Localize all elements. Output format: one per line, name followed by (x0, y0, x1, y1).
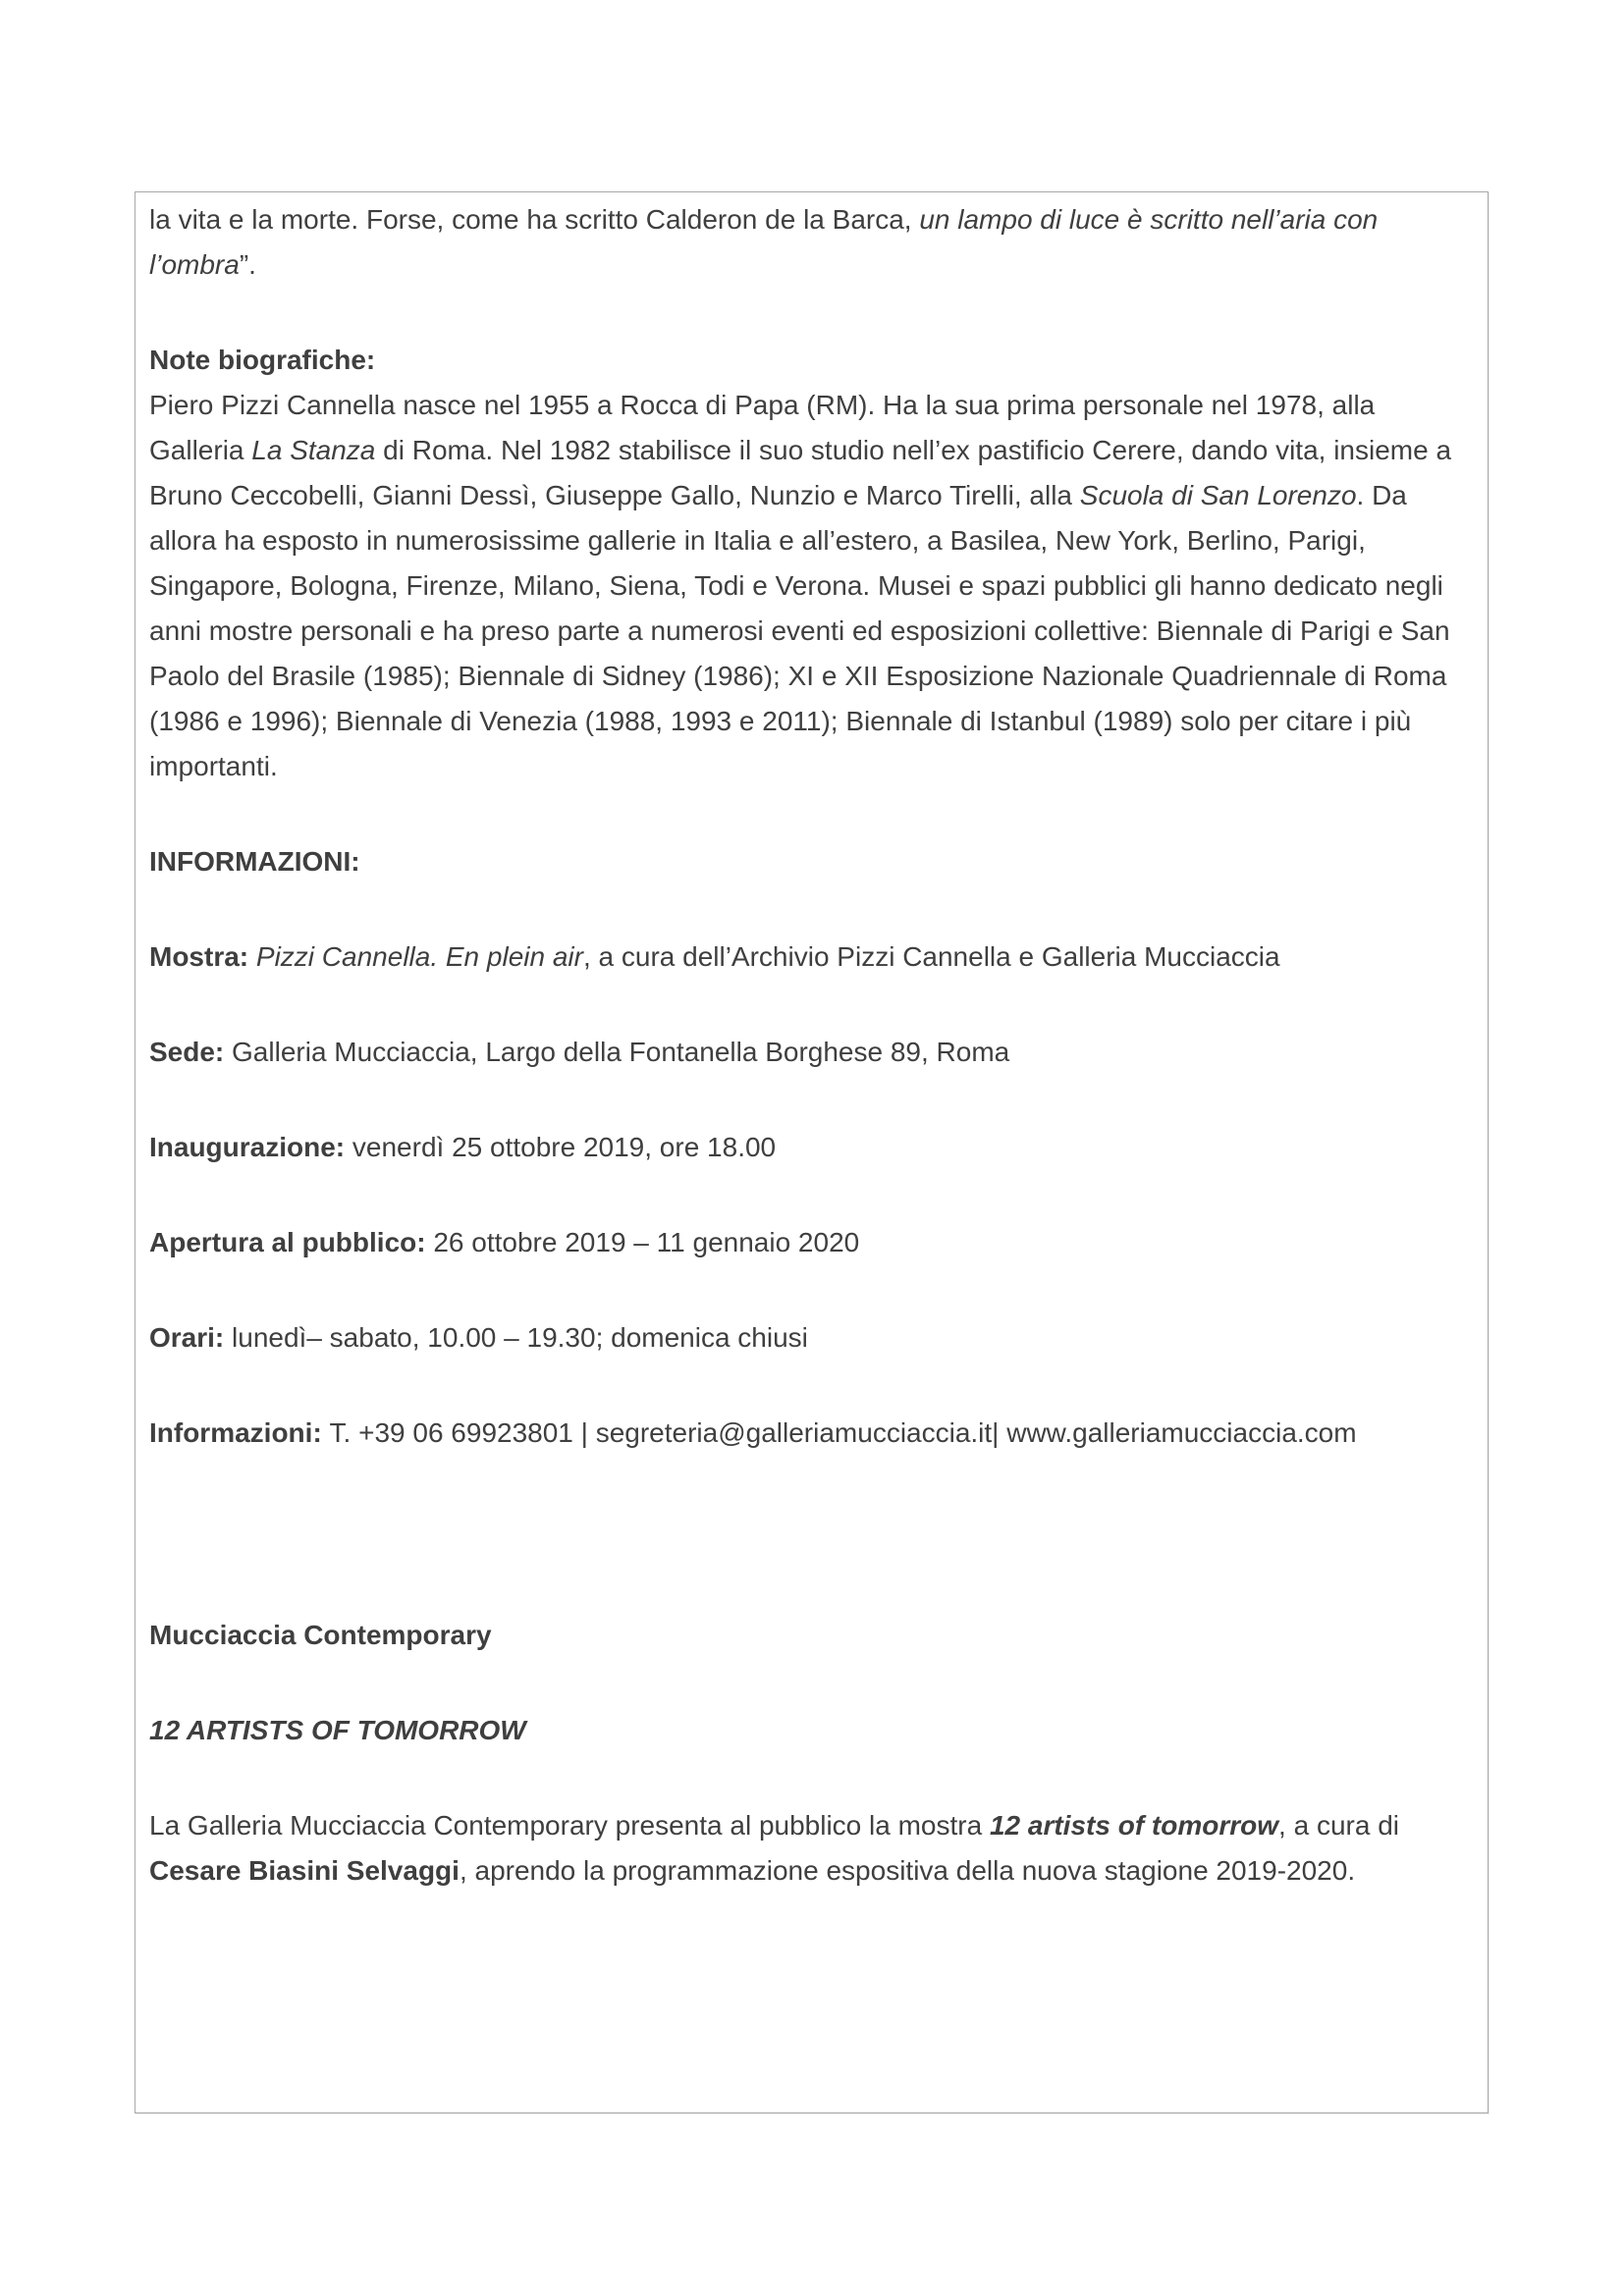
field-label: Informazioni: (149, 1417, 330, 1448)
bio-paragraph (149, 383, 1474, 789)
text-run: ”. (239, 249, 256, 280)
field-label: Mostra: (149, 941, 256, 972)
text-run: Scuola di San Lorenzo (1079, 480, 1357, 510)
text-run: , a cura dell’Archivio Pizzi Cannella e Galleria Mucciaccia (582, 941, 1280, 972)
text-run: , aprendo la programmazione espositiva della nuova stagione 2019-2020. (459, 1855, 1356, 1886)
contemporary-paragraph (149, 1803, 1474, 1894)
text-run: La Stanza (251, 435, 376, 465)
text-run: di Roma. Nel 1982 stabilisce il suo studio nell’ex pastificio Cerere, dando vita, insieme a Bruno Ceccobelli, Gianni Dessì, Giuseppe Gallo, Nunzio e Marco Tirelli, alla (149, 435, 1459, 510)
informazioni-heading (149, 839, 1474, 884)
field-label: Sede: (149, 1037, 233, 1067)
text-run: un lampo di luce è scritto nell’aria con l’ombra (149, 204, 1386, 280)
text-run: 12 artists of tomorrow (989, 1810, 1279, 1841)
inaugurazione-line (149, 1125, 1474, 1170)
bio-heading (149, 338, 1474, 383)
field-label: Apertura al pubblico: (149, 1227, 434, 1257)
text-run: INFORMAZIONI: (149, 846, 360, 877)
text-run: lunedì– sabato, 10.00 – 19.30; domenica chiusi (232, 1322, 808, 1353)
text-run: , a cura di (1278, 1810, 1407, 1841)
orari-line (149, 1315, 1474, 1361)
content-box (135, 191, 1489, 2113)
text-run: Pizzi Cannella. En plein air (255, 941, 583, 972)
text-run: 12 ARTISTS OF TOMORROW (149, 1715, 526, 1745)
text-run: 26 ottobre 2019 – 11 gennaio 2020 (433, 1227, 860, 1257)
contemporary-title (149, 1708, 1474, 1753)
text-run: T. +39 06 69923801 | segreteria@galleriamucciaccia.it| www.galleriamucciaccia.com (329, 1417, 1357, 1448)
text-run: Note biografiche: (149, 345, 376, 375)
apertura-line (149, 1220, 1474, 1265)
text-run: venerdì 25 ottobre 2019, ore 18.00 (352, 1132, 777, 1162)
mostra-line (149, 934, 1474, 980)
field-label: Orari: (149, 1322, 233, 1353)
text-run: . Da allora ha esposto in numerosissime gallerie in Italia e all’estero, a Basilea, New York, Berlino, Parigi, Singapore, Bologna, Firenze, Milano, Siena, Todi e Verona. Musei e spazi pubblici gli hanno dedicato negli anni mostre personali e ha preso parte a numerosi eventi ed esposizioni collettive: Biennale di Parigi e San Paolo del Brasile (1985); Biennale di Sidney (1986); XI e XII Esposizione Nazionale Quadriennale di Roma (1986 e 1996); Biennale di Venezia (1988, 1993 e 2011); Biennale di Istanbul (1989) solo per citare i più importanti. (149, 480, 1458, 781)
contemporary-heading (149, 1613, 1474, 1658)
text-run: Cesare Biasini Selvaggi (149, 1855, 460, 1886)
text-run: la vita e la morte. Forse, come ha scritto Calderon de la Barca, (149, 204, 920, 235)
text-run: Piero Pizzi Cannella nasce nel 1955 a Rocca di Papa (RM). Ha la sua prima personale nel 1978, alla Galleria (149, 390, 1383, 465)
field-label: Inaugurazione: (149, 1132, 352, 1162)
text-run: La Galleria Mucciaccia Contemporary presenta al pubblico la mostra (149, 1810, 990, 1841)
sede-line (149, 1030, 1474, 1075)
text-run: Mucciaccia Contemporary (149, 1620, 492, 1650)
intro-paragraph (149, 197, 1474, 288)
contatti-line (149, 1411, 1474, 1456)
text-run: Galleria Mucciaccia, Largo della Fontanella Borghese 89, Roma (232, 1037, 1010, 1067)
